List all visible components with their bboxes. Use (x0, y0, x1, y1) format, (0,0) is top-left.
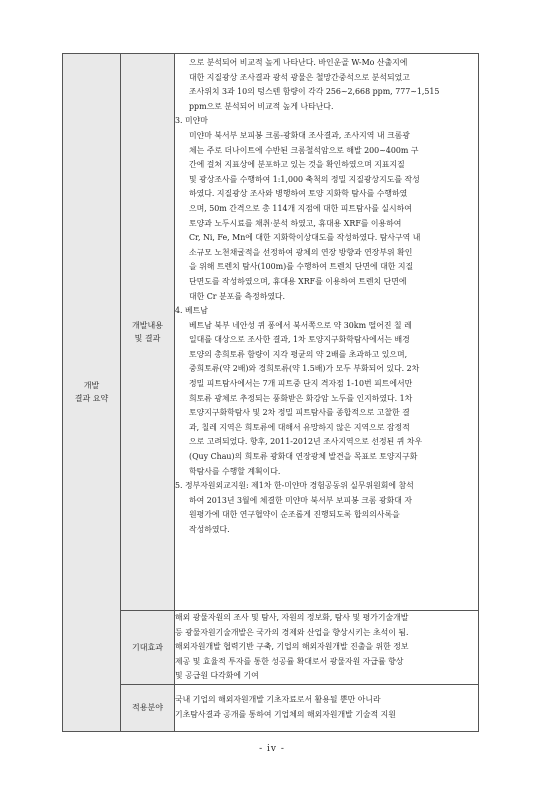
application-label-cell (121, 684, 175, 731)
application-label: 적용분야 (132, 703, 163, 713)
text-line: (Quy Chau)의 희토류 광화대 연장광체 발견을 목표로 토양지구화 (189, 452, 418, 462)
text-line: 과, 칠레 지역은 희토류에 대해서 유망하지 않은 지역으로 잠정적 (189, 422, 410, 432)
results-cell (175, 54, 479, 611)
text-line: 등 광물자원기술개발은 국가의 경제와 산업을 향상시키는 초석이 됨. (175, 627, 409, 637)
text-line: 정밀 피트탐사에서는 7개 피트중 단지 격자점 1-10번 피트에서만 (189, 379, 413, 389)
content-label-line-1: 개발내용 (132, 321, 163, 330)
text-line: 대한 Cr 분포를 측정하였다. (189, 291, 286, 301)
text-line: ppm으로 분석되어 비교적 높게 나타난다. (189, 101, 334, 111)
text-line: 베트남 북부 네안성 퀴 퐁에서 북서쪽으로 약 30km 떨어진 칠 레 (189, 320, 412, 330)
content-label-cell (121, 54, 175, 611)
text-line: 기초탐사결과 공개를 통하여 기업체의 해외자원개발 기술적 지원 (175, 709, 396, 719)
vietnam-paragraph (175, 319, 478, 480)
text-line: 5. 정부자원외교지원: 제1차 한-미얀마 경험공동위 실무위원회에 참석 (175, 481, 414, 491)
text-line: 토양과 노두시료를 채취·분석 하였고, 휴대용 XRF를 이용하여 (189, 218, 402, 228)
myanmar-paragraph (175, 129, 478, 304)
text-line: 체는 주로 더나이트에 수반된 크롬철석암으로 해발 200~400m 구 (189, 145, 419, 155)
summary-table (62, 53, 479, 732)
page-number: - iv - (259, 744, 285, 754)
vietnam-heading: 4. 베트남 (175, 306, 208, 316)
effect-label-cell (121, 611, 175, 685)
text-line: 으며, 50m 간격으로 총 114개 지점에 대한 피트탐사를 실시하여 (189, 203, 412, 213)
text-line: 희토류 광체로 추정되는 풍화받은 화강암 노두를 인지하였다. 1차 (189, 393, 413, 403)
item5-paragraph (175, 479, 478, 537)
text-line: 조사위치 3과 10의 텅스텐 함량이 각각 256~2,668 ppm, 777~1,515 (189, 87, 440, 97)
text-line: 토양지구화학탐사 및 2차 정밀 피트탐사를 종합적으로 고찰한 결 (189, 408, 410, 418)
text-line: 작성하였다. (189, 525, 230, 534)
section-label-cell (63, 54, 121, 732)
text-line: 으로 분석되어 비교적 높게 나타난다. 바인운골 W-Mo 산출지에 (189, 58, 408, 67)
section-label-line-2: 결과 요약 (74, 394, 109, 404)
text-line: 하여 2013년 3월에 체결한 미얀마 북서부 보피봉 크롬 광화대 자 (189, 495, 412, 505)
text-line: 학탐사를 수행할 계획이다. (189, 466, 281, 476)
text-line: 중희토류(약 2배)와 경희토류(약 1.5배)가 모두 부화되어 있다. 2차 (189, 364, 420, 374)
text-line: 제공 및 효율적 투자를 통한 성공률 확대로서 광물자원 자급률 향상 (175, 656, 404, 666)
text-line: 대한 지질광상 조사결과 광석 광물은 철망간중석으로 분석되었고 (189, 72, 410, 82)
application-cell (175, 684, 479, 731)
text-line: 하였다. 지질광상 조사와 병행하여 토양 지화학 탐사를 수행하였 (189, 189, 408, 199)
text-line: Cr, Ni, Fe, Mn에 대한 지화학이상대도를 작성하였다. 탐사구역 내 (189, 233, 421, 243)
intro-paragraph (175, 56, 478, 114)
text-line: 일대를 대상으로 조사한 결과, 1차 토양지구화학탐사에서는 배경 (189, 335, 410, 345)
text-line: 해외 광물자원의 조사 및 탐사, 자원의 정보화, 탐사 및 평가기술개발 (175, 613, 409, 622)
text-line: 간에 걸쳐 지표상에 분포하고 있는 것을 확인하였으며 지표지질 (189, 160, 405, 170)
text-line: 원평가에 대한 연구협약이 순조롭게 진행되도록 합의의사록을 (189, 510, 400, 520)
text-line: 으로 고려되었다. 향후, 2011-2012년 조사지역으로 선정된 퀴 차우 (189, 437, 423, 447)
effect-cell (175, 611, 479, 685)
text-line: 단면도를 작성하였으며, 휴대용 XRF를 이용하여 트렌치 단면에 (189, 276, 407, 286)
text-line: 해외자원개발 협력기반 구축, 기업의 해외자원개발 진출을 위한 정보 (175, 642, 409, 652)
text-line: 소규모 노천채굴적을 선정하여 광체의 연장 방향과 연장부위 확인 (189, 247, 413, 257)
section-label-line-1: 개발 (83, 381, 100, 391)
effect-label: 기대효과 (132, 642, 163, 652)
text-line: 을 위해 트렌치 탐사(100m)를 수행하여 트렌치 단면에 대한 지질 (189, 262, 414, 272)
text-line: 및 공급원 다각화에 기여 (175, 671, 259, 681)
text-line: 및 광상조사를 수행하여 1:1,000 축척의 정밀 지질광상지도를 작성 (189, 174, 420, 184)
myanmar-heading: 3. 미얀마 (175, 116, 208, 126)
text-line: 토양의 총희토류 함량이 지각 평균의 약 2배를 초과하고 있으며, (189, 349, 408, 359)
text-line: 국내 기업의 해외자원개발 기초자료로서 활용될 뿐만 아니라 (175, 695, 381, 705)
content-label-line-2: 및 결과 (134, 334, 161, 343)
text-line: 미얀마 북서부 보피봉 크롬-광화대 조사결과, 조사지역 내 크롬광 (189, 130, 410, 140)
